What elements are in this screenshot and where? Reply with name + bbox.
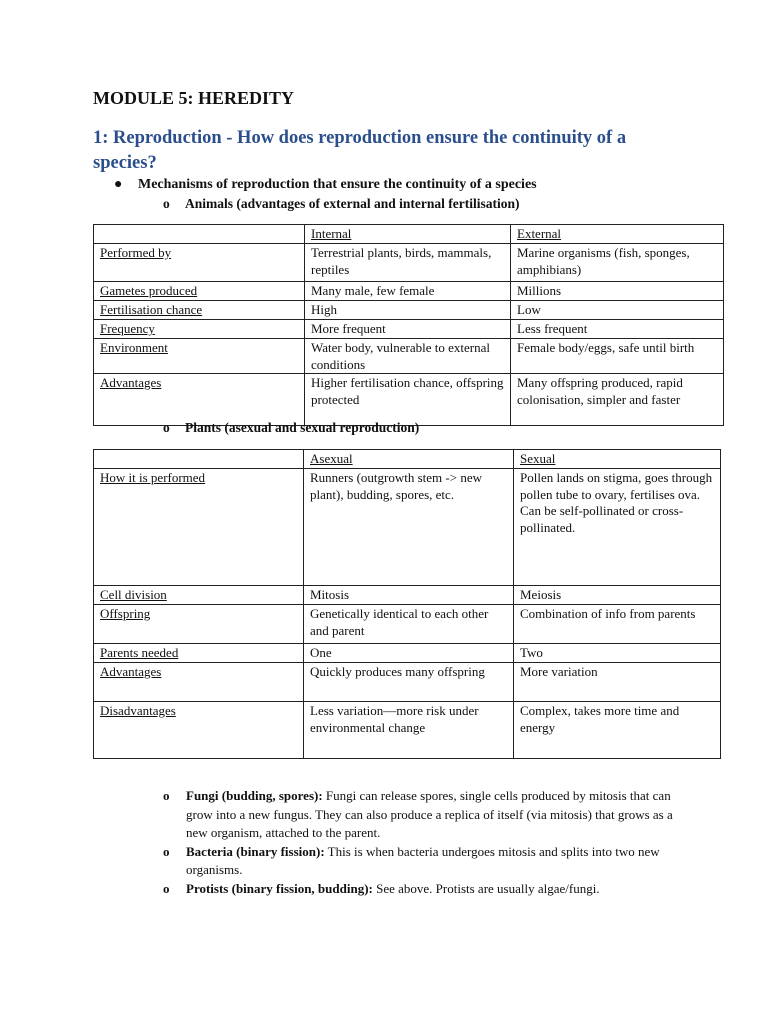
row-label: Performed by xyxy=(94,244,305,282)
table-row xyxy=(94,244,724,282)
table-cell: Millions xyxy=(511,282,724,301)
circle-bullet-icon: o xyxy=(163,196,170,211)
table-cell: Terrestrial plants, birds, mammals, reptiles xyxy=(305,244,511,282)
table-cell: Higher fertilisation chance, offspring protected xyxy=(305,374,511,426)
table-cell: Marine organisms (fish, sponges, amphibians) xyxy=(511,244,724,282)
animals-subheading xyxy=(163,196,519,212)
table-cell: Mitosis xyxy=(304,586,514,605)
table-cell: One xyxy=(304,644,514,663)
table-row xyxy=(94,301,724,320)
list-item xyxy=(163,843,683,880)
plants-subheading xyxy=(163,420,419,436)
table-row xyxy=(94,282,724,301)
row-label: Offspring xyxy=(94,605,304,644)
plants-table xyxy=(93,449,721,759)
table-row xyxy=(94,644,721,663)
list-item-label: Bacteria (binary fission): xyxy=(186,843,325,859)
circle-bullet-icon: o xyxy=(163,788,170,803)
list-item-text: This is when bacteria undergoes mitosis and splits into two new organisms. xyxy=(186,843,660,877)
table-row xyxy=(94,320,724,339)
table-header-row xyxy=(94,450,721,469)
animals-heading-text: Animals (advantages of external and internal fertilisation) xyxy=(185,196,520,211)
table-cell: High xyxy=(305,301,511,320)
list-item xyxy=(163,880,683,899)
list-item-label: Fungi (budding, spores): xyxy=(186,788,323,803)
table-row xyxy=(94,605,721,644)
table-row xyxy=(94,469,721,586)
table-cell: Many offspring produced, rapid colonisation, simpler and faster xyxy=(511,374,724,426)
table-header-cell: External xyxy=(511,225,724,244)
circle-bullet-icon: o xyxy=(163,843,170,859)
section-heading: 1: Reproduction - How does reproduction ensure the continuity of a species? xyxy=(93,128,627,173)
table-cell: Water body, vulnerable to external conditions xyxy=(305,339,511,374)
table-row xyxy=(94,702,721,759)
circle-bullet-icon: o xyxy=(163,880,170,896)
table-cell: Pollen lands on stigma, goes through pollen tube to ovary, fertilises ova. Can be self-pollinated or cross-pollinated. xyxy=(514,469,721,586)
list-item-label: Protists (binary fission, budding): xyxy=(186,880,373,896)
module-title: MODULE 5: HEREDITY xyxy=(93,88,295,108)
table-row xyxy=(94,586,721,605)
table-cell xyxy=(94,225,305,244)
table-cell: Two xyxy=(514,644,721,663)
list-item-text: See above. Protists are usually algae/fungi. xyxy=(376,880,600,896)
table-header-cell: Sexual xyxy=(514,450,721,469)
table-cell: Combination of info from parents xyxy=(514,605,721,644)
list-item xyxy=(163,787,683,843)
table-cell: Genetically identical to each other and parent xyxy=(304,605,514,644)
table-cell: Female body/eggs, safe until birth xyxy=(511,339,724,374)
table-cell: Runners (outgrowth stem -> new plant), budding, spores, etc. xyxy=(304,469,514,586)
table-cell: Low xyxy=(511,301,724,320)
row-label: Disadvantages xyxy=(94,702,304,759)
table-header-row xyxy=(94,225,724,244)
table-header-cell: Internal xyxy=(305,225,511,244)
table-header-cell: Asexual xyxy=(304,450,514,469)
table-cell: Meiosis xyxy=(514,586,721,605)
row-label: Advantages xyxy=(94,663,304,702)
row-label: Advantages xyxy=(94,374,305,426)
row-label: Gametes produced xyxy=(94,282,305,301)
circle-bullet-icon: o xyxy=(163,420,170,435)
animals-table xyxy=(93,224,724,426)
plants-heading-text: Plants (asexual and sexual reproduction) xyxy=(185,420,420,435)
bullet-text: Mechanisms of reproduction that ensure the continuity of a species xyxy=(138,177,537,192)
table-cell: Many male, few female xyxy=(305,282,511,301)
row-label: Environment xyxy=(94,339,305,374)
list-item-text: Fungi can release spores, single cells produced by mitosis that can grow into a new fungus. They can also produce a replica of itself (via mitosis) that grows as a new organism, attached to the parent. xyxy=(186,788,673,840)
table-cell: More variation xyxy=(514,663,721,702)
table-cell: More frequent xyxy=(305,320,511,339)
other-organisms-list xyxy=(163,787,683,898)
table-cell: Complex, takes more time and energy xyxy=(514,702,721,759)
table-row xyxy=(94,663,721,702)
table-row xyxy=(94,374,724,426)
row-label: Frequency xyxy=(94,320,305,339)
bullet-point xyxy=(114,177,537,193)
table-row xyxy=(94,339,724,374)
row-label: Parents needed xyxy=(94,644,304,663)
table-cell xyxy=(94,450,304,469)
table-cell: Quickly produces many offspring xyxy=(304,663,514,702)
bullet-icon: ● xyxy=(114,177,123,192)
row-label: Fertilisation chance xyxy=(94,301,305,320)
row-label: Cell division xyxy=(94,586,304,605)
table-cell: Less frequent xyxy=(511,320,724,339)
table-cell: Less variation—more risk under environmental change xyxy=(304,702,514,759)
row-label: How it is performed xyxy=(94,469,304,586)
